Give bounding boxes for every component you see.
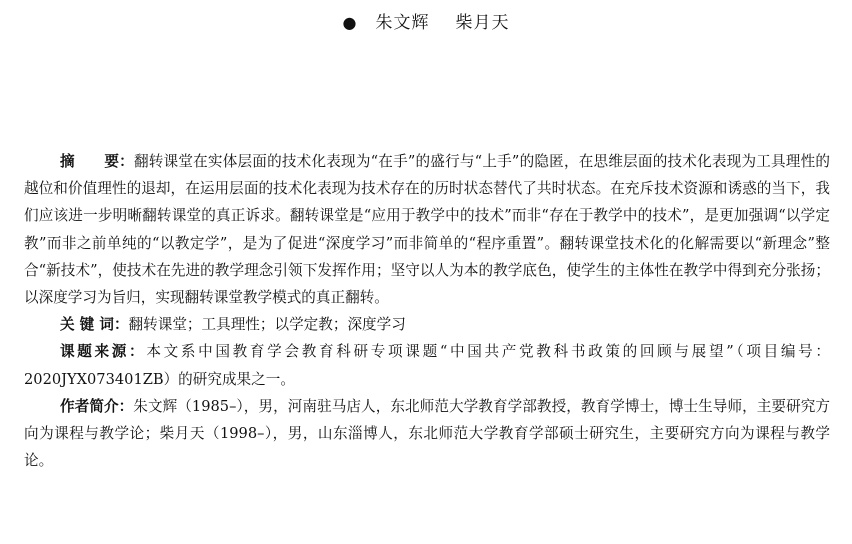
bullet-icon: ● <box>342 13 358 32</box>
funding-paragraph <box>24 338 830 392</box>
author-bio-text: 朱文辉（1985–），男，河南驻马店人，东北师范大学教育学部教授，教育学博士，博士生导师，主要研究方向为课程与教学论；柴月天（1998–），男，山东淄博人，东北师范大学教育学部硕士研究生，主要研究方向为课程与教学论。 <box>24 397 830 470</box>
abstract-label: 摘 要： <box>60 153 134 170</box>
author-line <box>0 8 852 38</box>
keywords-text: 翻转课堂；工具理性；以学定教；深度学习 <box>128 316 406 334</box>
author-bio-paragraph <box>24 393 830 475</box>
article-front-matter <box>24 148 830 474</box>
author-bio-label: 作者简介： <box>60 397 134 415</box>
keywords-paragraph <box>24 311 830 338</box>
funding-text: 本文系中国教育学会教育科研专项课题“中国共产党教科书政策的回顾与展望”（项目编号：2020JYX073401ZB）的研究成果之一。 <box>24 343 830 388</box>
keywords-label: 关 键 词： <box>60 316 129 334</box>
author-name-1: 朱文辉 <box>375 13 430 33</box>
funding-label: 课题来源： <box>60 343 147 361</box>
abstract-paragraph <box>24 148 830 311</box>
author-name-2: 柴月天 <box>455 13 510 33</box>
abstract-text: 翻转课堂在实体层面的技术化表现为“在手”的盛行与“上手”的隐匿，在思维层面的技术化表现为工具理性的越位和价值理性的退却，在运用层面的技术化表现为技术存在的历时状态替代了共时状态。在充斥技术资源和诱惑的当下，我们应该进一步明晰翻转课堂的真正诉求。翻转课堂是“应用于教学中的技术”而非“存在于教学中的技术”，是更加强调“以学定教”而非之前单纯的“以教定学”，是为了促进“深度学习”而非简单的“程序重置”。翻转课堂技术化的化解需要以“新理念”整合“新技术”，使技术在先进的教学理念引领下发挥作用；坚守以人为本的教学底色，使学生的主体性在教学中得到充分张扬；以深度学习为旨归，实现翻转课堂教学模式的真正翻转。 <box>24 153 830 307</box>
